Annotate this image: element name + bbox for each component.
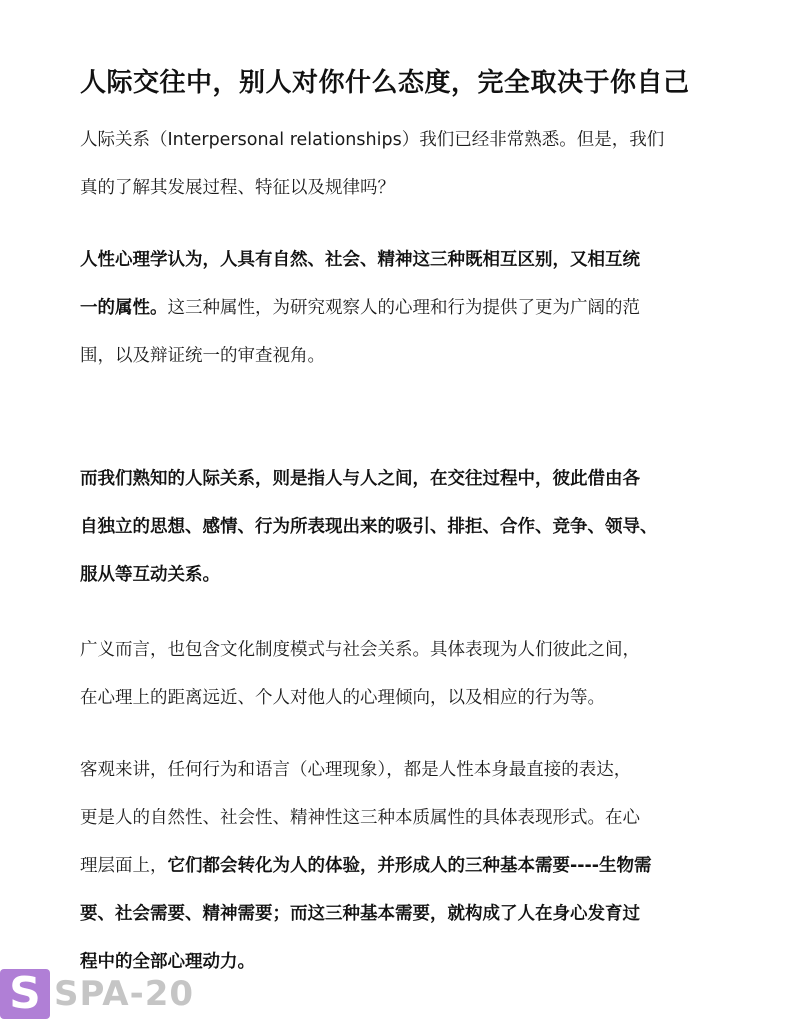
bold-phrase: 它们都会转化为人的体验，并形成人的三种基本需要----生物需: [167, 856, 652, 876]
paragraph-intro: [80, 116, 720, 212]
paragraph-line-mixed: [80, 284, 720, 332]
paragraph-objective: [80, 746, 720, 986]
paragraph-line: 广义而言，也包含文化制度模式与社会关系。具体表现为人们彼此之间，: [80, 640, 640, 660]
paragraph-line-bold: 自独立的思想、感情、行为所表现出来的吸引、排拒、合作、竞争、领导、: [80, 517, 658, 537]
paragraph-line-bold: 人性心理学认为，人具有自然、社会、精神这三种既相互区别，又相互统: [80, 250, 640, 270]
bold-phrase: 一的属性。: [80, 298, 168, 318]
paragraph-broad-sense: [80, 626, 720, 722]
paragraph-line: 更是人的自然性、社会性、精神性这三种本质属性的具体表现形式。在心: [80, 808, 640, 828]
paragraph-line-bold: 程中的全部心理动力。: [80, 952, 255, 972]
paragraph-definition: [80, 455, 720, 599]
paragraph-line: 人际关系（Interpersonal relationships）我们已经非常熟悉。但是，我们: [80, 130, 665, 150]
paragraph-human-nature: [80, 236, 720, 380]
paragraph-line: 客观来讲，任何行为和语言（心理现象），都是人性本身最直接的表达，: [80, 760, 632, 780]
normal-phrase: 这三种属性，为研究观察人的心理和行为提供了更为广阔的范: [167, 298, 640, 318]
watermark-logo-letter: S: [9, 968, 41, 1019]
paragraph-line-bold: 服从等互动关系。: [80, 565, 220, 585]
paragraph-line-mixed: [80, 842, 720, 890]
paragraph-line: 围，以及辩证统一的审查视角。: [80, 346, 325, 366]
watermark-logo-icon: [0, 969, 50, 1019]
article-title: 人际交往中，别人对你什么态度，完全取决于你自己: [80, 68, 690, 99]
paragraph-line-bold: 而我们熟知的人际关系，则是指人与人之间，在交往过程中，彼此借由各: [80, 469, 640, 489]
normal-phrase: 理层面上，: [80, 856, 168, 876]
paragraph-line: 真的了解其发展过程、特征以及规律吗？: [80, 178, 395, 198]
paragraph-line-bold: 要、社会需要、精神需要；而这三种基本需要，就构成了人在身心发育过: [80, 904, 640, 924]
watermark-text: SPA-20: [54, 974, 195, 1014]
paragraph-line: 在心理上的距离远近、个人对他人的心理倾向，以及相应的行为等。: [80, 688, 605, 708]
watermark: [0, 966, 194, 1022]
